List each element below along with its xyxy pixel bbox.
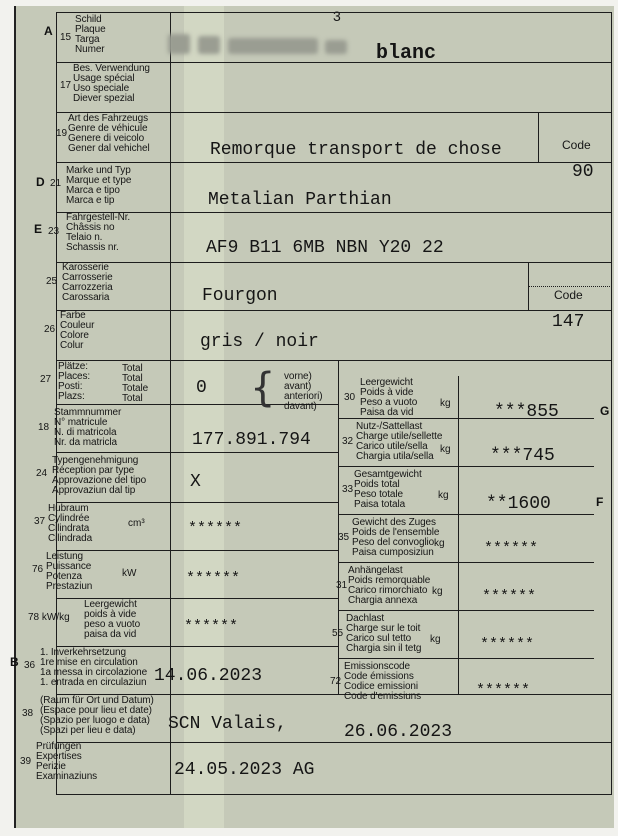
marker-b: B [10, 655, 19, 669]
vehicle-type-value: Remorque transport de chose [210, 140, 502, 160]
field-19-number: 19 [56, 128, 68, 139]
field-32-number: 32 [342, 436, 354, 447]
body-type-code-label: Code [554, 288, 583, 302]
field-25-label: Karosserie Carrosserie Carrozzeria Carossaria [62, 262, 113, 303]
displacement-value: ****** [188, 520, 243, 537]
seats-total-value: 0 [196, 378, 207, 398]
field-39-number: 39 [20, 756, 32, 767]
marker-f: F [596, 495, 604, 509]
empty-weight-value: ***855 [494, 402, 559, 422]
issue-date-value: 26.06.2023 [344, 722, 453, 742]
field-26-label: Farbe Couleur Colore Colur [60, 310, 95, 351]
roof-load-value: ****** [480, 636, 535, 653]
field-19-label: Art des Fahrzeugs Genre de véhicule Genere di veicolo Gener dal vehichel [68, 113, 150, 154]
make-type-value: Metalian Parthian [208, 190, 392, 210]
gross-weight-value: **1600 [486, 494, 551, 514]
brace-icon: { [250, 365, 276, 411]
train-weight-value: ****** [484, 540, 539, 557]
field-38-number: 38 [22, 708, 34, 719]
field-26-number: 26 [44, 324, 56, 335]
field-18-label: Stammnummer N° matricule N. di matricola Nr. da matricla [54, 407, 122, 448]
field-17-label: Bes. Verwendung Usage spécial Uso speciale Diever spezial [73, 63, 150, 104]
field-25-number: 25 [46, 276, 58, 287]
vehicle-type-code: 90 [572, 162, 594, 182]
field-39-label: Prüfungen Expertises Perizie Examinaziuns [36, 741, 98, 782]
field-30-number: 30 [344, 392, 356, 403]
field-78-label: Leergewicht poids à vide peso a vuoto paisa da vid [84, 599, 141, 640]
field-36-number: 36 [24, 660, 36, 671]
body-type-value: Fourgon [202, 286, 278, 306]
field-72-number: 72 [330, 676, 342, 687]
field-31-label: Anhängelast Poids remorquable Carico rimorchiato Chargia annexa [348, 565, 431, 606]
field-21-number: 21 [50, 178, 62, 189]
field-30-unit: kg [440, 398, 451, 409]
issue-place-value: SCN Valais, [168, 714, 287, 734]
field-37-number: 37 [34, 516, 46, 527]
page-number: 3 [333, 8, 341, 24]
marker-a: A [44, 24, 53, 38]
registration-number-value: 177.891.794 [192, 430, 311, 450]
towing-load-value: ****** [482, 588, 537, 605]
field-33-number: 33 [342, 484, 354, 495]
seats-front-label: vorne) avant) anteriori) davant) [284, 371, 323, 412]
payload-value: ***745 [490, 446, 555, 466]
inspection-value: 24.05.2023 AG [174, 760, 315, 780]
field-31-unit: kg [432, 586, 443, 597]
field-35-label: Gewicht des Zuges Poids de l'ensemble Peso del convoglio Paisa cumposiziun [352, 517, 440, 558]
field-33-label: Gesamtgewicht Poids total Peso totale Paisa totala [354, 469, 422, 510]
field-32-unit: kg [440, 444, 451, 455]
type-approval-value: X [190, 472, 201, 492]
field-35-number: 35 [338, 532, 350, 543]
field-76-number: 76 [32, 564, 44, 575]
vehicle-type-code-label: Code [562, 138, 591, 152]
field-55-unit: kg [430, 634, 441, 645]
field-27-total: Total Total Totale Total [122, 363, 149, 404]
field-21-label: Marke und Typ Marque et type Marca e tipo Marca e tip [66, 165, 132, 206]
field-24-label: Typengenehmigung Réception par type Approvazione del tipo Approvaziun dal tip [52, 455, 147, 496]
field-18-number: 18 [38, 422, 50, 433]
power-to-weight-value: ****** [184, 618, 239, 635]
emission-code-value: ****** [476, 682, 531, 699]
field-35-unit: kg [434, 538, 445, 549]
field-55-label: Dachlast Charge sur le toit Carico sul tetto Chargia sin il tetg [346, 613, 422, 654]
field-38-label: (Raum für Ort und Datum) (Espace pour lieu et date) (Spazio per luogo e data) (Spazi per lieu e data) [40, 695, 154, 736]
field-78-number: 78 kW/kg [28, 612, 70, 623]
field-37-unit: cm³ [128, 518, 145, 529]
field-27-number: 27 [40, 374, 52, 385]
field-33-unit: kg [438, 490, 449, 501]
field-72-label: Emissionscode Code émissions Codice emissioni Code d'emissiuns [344, 661, 422, 702]
marker-d: D [36, 175, 45, 189]
field-24-number: 24 [36, 468, 48, 479]
field-15-number: 15 [60, 32, 72, 43]
field-23-label: Fahrgestell-Nr. Châssis no Telaio n. Schassis nr. [66, 212, 131, 253]
field-36-label: 1. Inverkehrsetzung 1re mise en circulation 1a messa in circolazione 1. entrada en circulaziun [40, 647, 148, 688]
field-76-unit: kW [122, 568, 137, 579]
marker-g: G [600, 404, 610, 418]
plate-value: blanc [376, 42, 437, 65]
field-17-number: 17 [60, 80, 72, 91]
field-15-label: Schild Plaque Targa Numer [75, 14, 106, 55]
first-registration-value: 14.06.2023 [154, 666, 263, 686]
power-value: ****** [186, 570, 241, 587]
field-27-label: Plätze: Places: Posti: Plazs: [58, 361, 91, 402]
field-23-number: 23 [48, 226, 60, 237]
body-type-code: 147 [552, 312, 585, 332]
chassis-number-value: AF9 B11 6MB NBN Y20 22 [206, 238, 444, 258]
field-32-label: Nutz-/Sattellast Charge utile/sellette Carico utile/sella Chargia utila/sella [356, 421, 443, 462]
field-55-number: 55 [332, 628, 344, 639]
field-31-number: 31 [336, 580, 348, 591]
color-value: gris / noir [200, 332, 319, 352]
field-76-label: Leistung Puissance Potenza Prestaziun [46, 551, 93, 592]
field-37-label: Hubraum Cylindrée Cilindrata Cilindrada [48, 503, 93, 544]
field-30-label: Leergewicht Poids à vide Peso a vuoto Paisa da vid [360, 377, 418, 418]
marker-e: E [34, 222, 43, 236]
